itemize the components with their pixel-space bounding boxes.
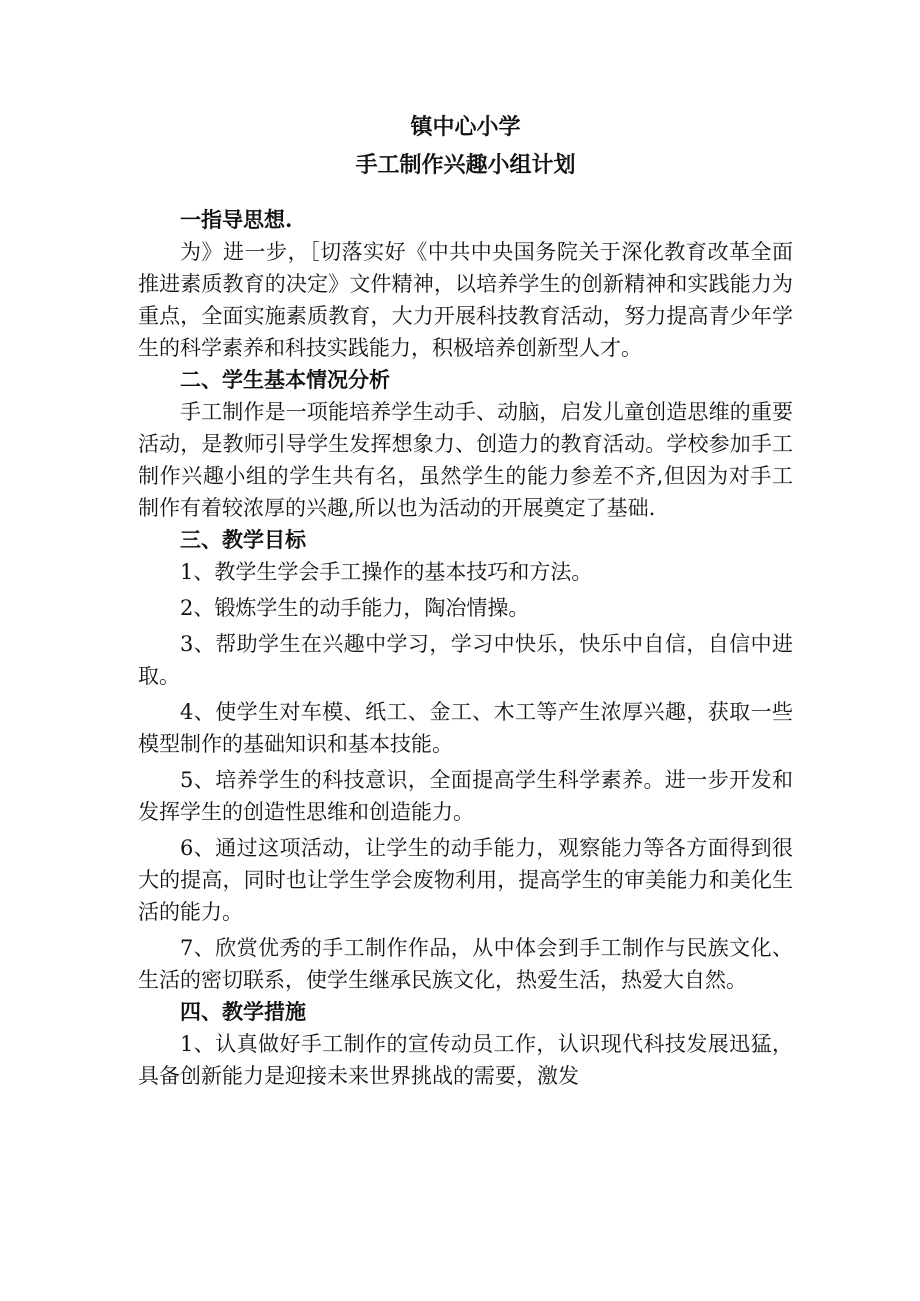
section-heading-guiding-ideology: 一指导思想. — [180, 207, 293, 232]
goal-item: 5、培养学生的科技意识，全面提高学生科学素养。进一步开发和发挥学生的创造性思维和创造能力。 — [138, 768, 793, 824]
goal-item: 1、教学生学会手工操作的基本技巧和方法。 — [180, 560, 593, 584]
document-title — [138, 108, 793, 184]
document-page — [138, 108, 793, 1092]
paragraph-guiding-ideology: 为》进一步，［切落实好《中共中央国务院关于深化教育改革全面推进素质教育的决定》文件精神，以培养学生的创新精神和实践能力为重点，全面实施素质教育，大力开展科技教育活动，努力提高青少年学生的科学素养和科技实践能力，积极培养创新型人才。 — [138, 240, 793, 360]
goal-item: 2、锻炼学生的动手能力，陶冶情操。 — [180, 596, 530, 620]
section-heading-teaching-measures: 四、教学措施 — [180, 999, 306, 1024]
section-heading-student-analysis: 二、学生基本情况分析 — [180, 367, 390, 392]
goal-item: 7、欣赏优秀的手工制作作品，从中体会到手工制作与民族文化、生活的密切联系，使学生继承民族文化，热爱生活，热爱大自然。 — [138, 936, 793, 992]
plan-title: 手工制作兴趣小组计划 — [355, 152, 576, 178]
paragraph-student-analysis: 手工制作是一项能培养学生动手、动脑，启发儿童创造思维的重要活动，是教师引导学生发挥想象力、创造力的教育活动。学校参加手工制作兴趣小组的学生共有名，虽然学生的能力参差不齐,但因为对手工制作有着较浓厚的兴趣,所以也为活动的开展奠定了基础. — [138, 400, 793, 520]
school-name: 镇中心小学 — [410, 114, 521, 140]
goal-item: 3、帮助学生在兴趣中学习，学习中快乐，快乐中自信，自信中进取。 — [138, 632, 793, 688]
measure-item: 1、认真做好手工制作的宣传动员工作，认识现代科技发展迅猛，具备创新能力是迎接未来世界挑战的需要，激发 — [138, 1032, 793, 1088]
goal-item: 4、使学生对车模、纸工、金工、木工等产生浓厚兴趣，获取一些模型制作的基础知识和基本技能。 — [138, 700, 793, 756]
document-body — [138, 204, 793, 1092]
goal-item: 6、通过这项活动，让学生的动手能力，观察能力等各方面得到很大的提高，同时也让学生学会废物利用，提高学生的审美能力和美化生活的能力。 — [138, 836, 793, 924]
section-heading-teaching-goals: 三、教学目标 — [180, 527, 306, 552]
